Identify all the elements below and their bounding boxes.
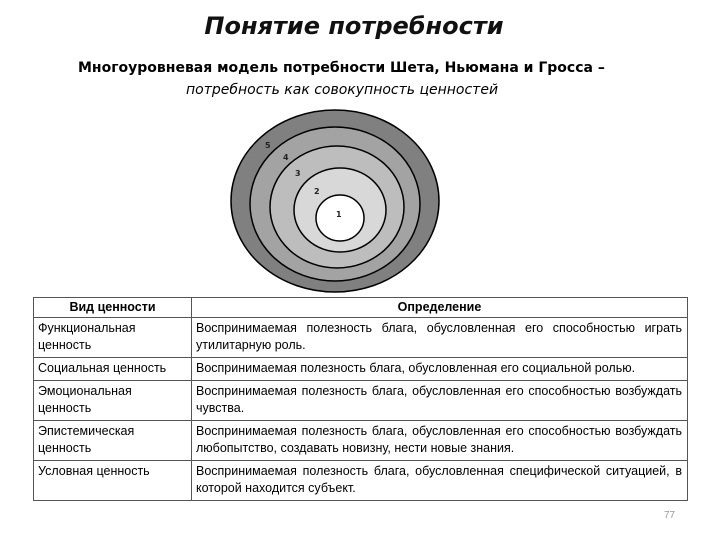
- value-type-cell: Условная ценность: [34, 461, 192, 501]
- table-row: [34, 421, 688, 461]
- table-row: [34, 381, 688, 421]
- header-value-type: Вид ценности: [34, 298, 192, 318]
- values-table: [33, 297, 688, 501]
- ring-2-label: 2: [314, 187, 320, 196]
- subtitle-line-2: потребность как совокупность ценностей: [186, 82, 499, 98]
- value-type-cell: Функциональная ценность: [34, 318, 192, 358]
- definition-cell: Воспринимаемая полезность блага, обусловленная его способностью играть утилитарную роль.: [192, 318, 688, 358]
- value-type-cell: Эпистемическая ценность: [34, 421, 192, 461]
- ring-3-label: 3: [295, 169, 301, 178]
- table-row: [34, 318, 688, 358]
- slide-title: Понятие потребности: [204, 12, 504, 40]
- nested-needs-diagram: [228, 108, 442, 294]
- definition-cell: Воспринимаемая полезность блага, обусловленная его социальной ролью.: [192, 358, 688, 381]
- header-definition: Определение: [192, 298, 688, 318]
- definition-cell: Воспринимаемая полезность блага, обусловленная его способностью возбуждать любопытство, создавать новизну, нести новые знания.: [192, 421, 688, 461]
- table-row: [34, 461, 688, 501]
- ring-1: [316, 195, 364, 241]
- table-row: [34, 358, 688, 381]
- definition-cell: Воспринимаемая полезность блага, обусловленная специфической ситуацией, в которой находится субъект.: [192, 461, 688, 501]
- ring-5-label: 5: [265, 141, 271, 150]
- table-header-row: [34, 298, 688, 318]
- definition-cell: Воспринимаемая полезность блага, обусловленная его способностью возбуждать чувства.: [192, 381, 688, 421]
- value-type-cell: Социальная ценность: [34, 358, 192, 381]
- value-type-cell: Эмоциональная ценность: [34, 381, 192, 421]
- subtitle-line-1: Многоуровневая модель потребности Шета, Ньюмана и Гросса –: [78, 60, 605, 76]
- page-number: 77: [664, 510, 676, 521]
- ring-4-label: 4: [283, 153, 289, 162]
- ring-1-label: 1: [336, 210, 342, 219]
